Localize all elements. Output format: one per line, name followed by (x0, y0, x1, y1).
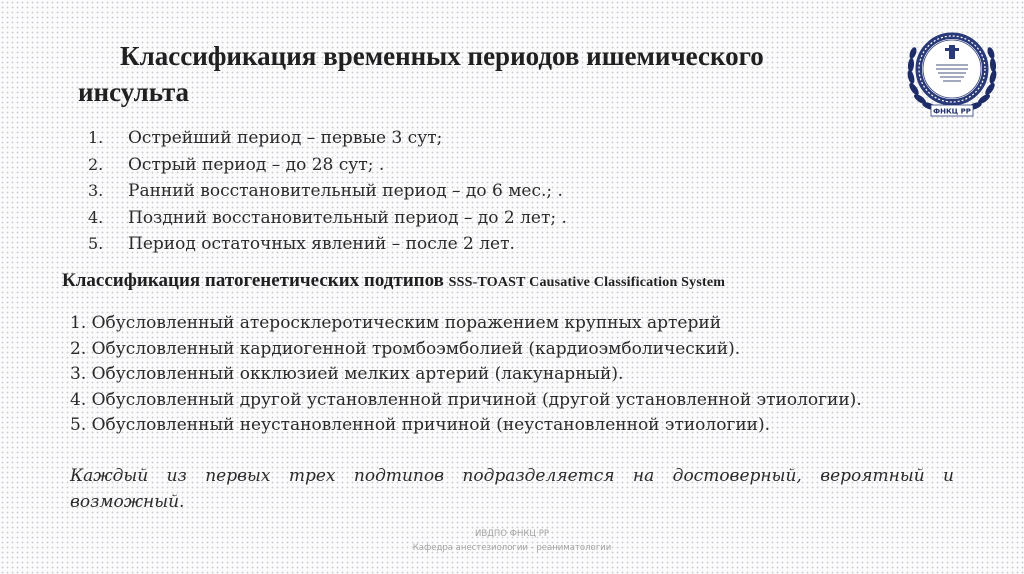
list-item: 2. Острый период – до 28 сут; . (88, 154, 385, 175)
periods-list (88, 125, 567, 258)
footer (0, 527, 1024, 555)
list-item: 5. Обусловленный неустановленной причиной (неустановленной этиологии). (70, 415, 771, 435)
subtypes-list (70, 311, 862, 439)
subtypes-heading (62, 270, 725, 292)
slide-title (78, 38, 898, 110)
list-item: 4. Поздний восстановительный период – до 2 лет; . (88, 207, 567, 228)
note-text: Каждый из первых трех подтипов подразделяется на достоверный, вероятный и возможный. (70, 466, 954, 512)
slide-title-line2: инсульта (78, 77, 190, 107)
emblem-text: ФНКЦ РР (933, 107, 971, 116)
list-item: 1. Обусловленный атеросклеротическим поражением крупных артерий (70, 313, 722, 333)
list-item: 2. Обусловленный кардиогенной тромбоэмболией (кардиоэмболический). (70, 338, 741, 359)
footer-line2: Кафедра анестезиологии - реаниматологии (412, 543, 612, 553)
footer-line1: ИВДПО ФНКЦ РР (475, 529, 549, 539)
list-item: 3. Обусловленный окклюзией мелких артерий (лакунарный). (70, 364, 624, 384)
list-item: 3. Ранний восстановительный период – до 6 мес.; . (88, 181, 563, 201)
slide-title-line1: Классификация временных периодов ишемического (120, 41, 764, 71)
list-item: 4. Обусловленный другой установленной причиной (другой установленной этиологии). (70, 389, 862, 410)
subtypes-heading-main: Классификация патогенетических подтипов (62, 270, 444, 291)
subtypes-heading-system: SSS-TOAST Causative Classification System (448, 275, 726, 290)
list-item: 5. Период остаточных явлений – после 2 лет. (88, 234, 515, 254)
list-item: 1. Острейший период – первые 3 сут; (88, 128, 443, 148)
emblem-icon (903, 25, 1001, 117)
